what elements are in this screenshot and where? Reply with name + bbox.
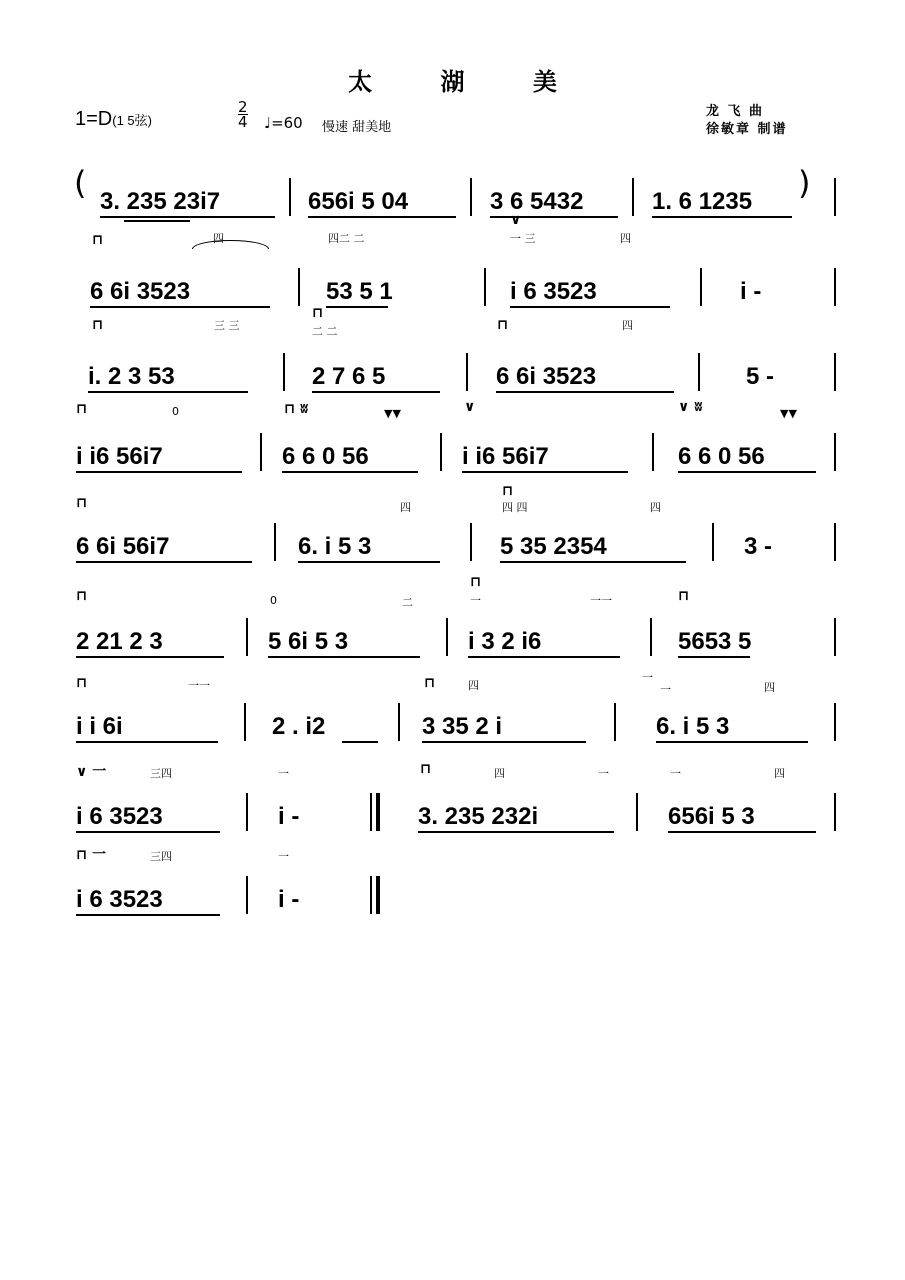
measure: 3 - xyxy=(744,533,773,560)
measure: 656i 5 04 xyxy=(308,188,409,215)
measure: 2 . i2 xyxy=(272,713,326,740)
measure: i 6 3523 xyxy=(510,278,597,305)
measure: 6. i 5 3 xyxy=(656,713,730,740)
measure: 1. 6 1235 xyxy=(652,188,753,215)
score-row-2: ⊓ 6 6i 3523 四 四二 二 53 5 1 ∨ 一 三 i 6 3523 四 i - xyxy=(0,240,905,320)
time-signature-bottom: 4 xyxy=(238,113,248,131)
score-row-6: ⊓ 2 21 2 3 0 二 5 6i 5 3 ⊓ 一 一一 i 3 2 i6 ⊓ 5653 5 xyxy=(0,590,905,670)
measure: 2 7 6 5 xyxy=(312,363,386,390)
measure: 2 21 2 3 xyxy=(76,628,163,655)
measure: 3 35 2 i xyxy=(422,713,503,740)
tempo-marking: ♩=60 xyxy=(264,114,303,132)
measure: 3 6 5432 xyxy=(490,188,584,215)
measure: i i 6i xyxy=(76,713,123,740)
measure: 53 5 1 xyxy=(326,278,393,305)
measure: i 6 3523 xyxy=(76,803,163,830)
score-row-4: ⊓ 0 i i6 56i7 ⊓ ʬ ▼▼ 6 6 0 56 ∨ i i6 56i7 ∨ ʬ ▼▼ 6 6 0 56 xyxy=(0,405,905,485)
score-row-1: ( 3. 235 23i7 656i 5 04 3 6 5432 1. 6 1235 ) xyxy=(0,150,905,230)
score-row-8: ∨ 一 三四 i 6 3523 一 i - ⊓ 四 一 3. 235 232i 一 四 656i 5 3 xyxy=(0,765,905,845)
measure: i i6 56i7 xyxy=(462,443,549,470)
measure: 656i 5 3 xyxy=(668,803,755,830)
score-row-3: ⊓ i. 2 3 53 三 三 ⊓ 二 二 2 7 6 5 ⊓ 6 6i 3523 四 5 - xyxy=(0,325,905,405)
measure: i i6 56i7 xyxy=(76,443,163,470)
arranger-credit: 徐敏章 制谱 xyxy=(706,122,788,137)
measure: i 3 2 i6 xyxy=(468,628,542,655)
measure: 6 6i 56i7 xyxy=(76,533,170,560)
score-row-9: ⊓ 一 三四 i 6 3523 一 i - xyxy=(0,848,905,928)
key-label: 1=D xyxy=(75,108,113,130)
score-title: 太 湖 美 xyxy=(348,68,587,96)
measure: 5653 5 xyxy=(678,628,752,655)
score-row-7: ⊓ 一一 i i 6i 2 . i2 ⊓ 四 3 35 2 i 一 一 四 6. i 5 3 xyxy=(0,675,905,755)
measure: 6 6i 3523 xyxy=(90,278,191,305)
measure: 5 6i 5 3 xyxy=(268,628,349,655)
measure: 3. 235 23i7 xyxy=(100,188,221,215)
tuning-label: (1 5弦) xyxy=(112,113,152,128)
key-signature xyxy=(75,108,152,131)
score-row-5: ⊓ 6 6i 56i7 四 6. i 5 3 ⊓ 四 四 四 5 35 2354 3 - xyxy=(0,495,905,575)
expression-marking: 慢速 甜美地 xyxy=(322,120,392,135)
measure: i - xyxy=(740,278,762,305)
measure: 5 35 2354 xyxy=(500,533,607,560)
measure: 6 6i 3523 xyxy=(496,363,597,390)
measure: i 6 3523 xyxy=(76,886,163,913)
time-signature xyxy=(238,100,248,129)
time-signature-top: 2 xyxy=(238,98,248,116)
measure: 6 6 0 56 xyxy=(678,443,765,470)
measure: 5 - xyxy=(746,363,775,390)
measure: 6. i 5 3 xyxy=(298,533,372,560)
measure: 6 6 0 56 xyxy=(282,443,369,470)
measure: i. 2 3 53 xyxy=(88,363,175,390)
composer-credit: 龙 飞 曲 xyxy=(706,104,765,119)
measure: i - xyxy=(278,803,300,830)
measure: 3. 235 232i xyxy=(418,803,539,830)
measure: i - xyxy=(278,886,300,913)
